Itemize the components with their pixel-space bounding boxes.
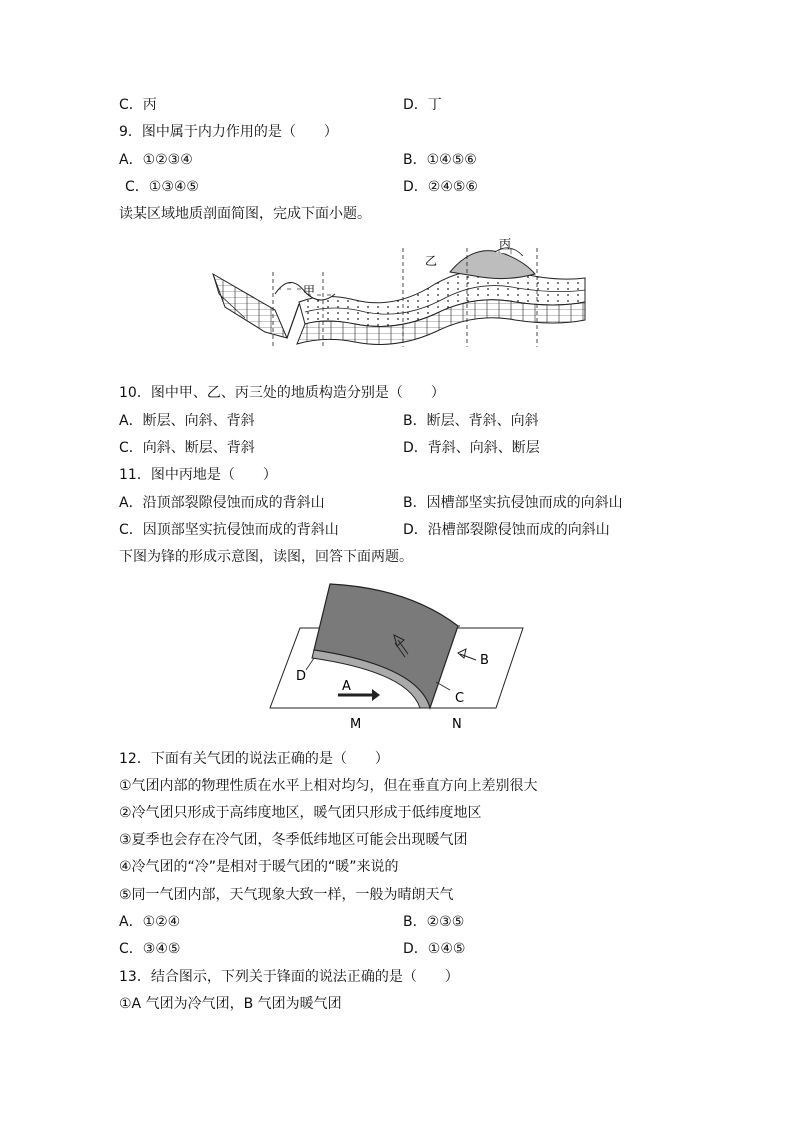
q9-option-b: B．①④⑤⑥: [403, 152, 477, 168]
q9-stem: 9．图中属于内力作用的是（ ）: [119, 124, 338, 140]
front-intro: 下图为锋的形成示意图，读图，回答下面两题。: [119, 549, 413, 565]
q12-option-d: D．①④⑤: [403, 941, 466, 957]
q12-statement-3: ③夏季也会存在冷气团，冬季低纬地区可能会出现暖气团: [119, 832, 468, 848]
label-yi: 乙: [425, 254, 438, 268]
geology-intro: 读某区域地质剖面简图，完成下面小题。: [119, 206, 371, 222]
q10-option-d: D．背斜、向斜、断层: [403, 440, 540, 456]
label-m: M: [350, 717, 362, 732]
q12-stem: 12．下面有关气团的说法正确的是（ ）: [119, 751, 389, 767]
q9-option-c: C．①③④⑤: [125, 179, 199, 195]
label-a: A: [342, 679, 351, 694]
label-d: D: [296, 669, 307, 684]
label-c: C: [455, 691, 465, 706]
q9-option-d: D．②④⑤⑥: [403, 179, 478, 195]
q11-option-b: B．因槽部坚实抗侵蚀而成的向斜山: [403, 495, 623, 511]
q12-option-c: C．③④⑤: [119, 941, 181, 957]
q13-statement-1: ①A 气团为冷气团，B 气团为暖气团: [119, 996, 342, 1012]
q11-stem: 11．图中丙地是（ ）: [119, 467, 277, 483]
q12-option-a: A．①②④: [119, 914, 181, 930]
q10-option-b: B．断层、背斜、向斜: [403, 413, 539, 429]
q11-option-c: C．因顶部坚实抗侵蚀而成的背斜山: [119, 522, 339, 538]
q12-statement-5: ⑤同一气团内部，天气现象大致一样，一般为晴朗天气: [119, 887, 454, 903]
q9-option-a: A．①②③④: [119, 152, 193, 168]
q8-option-d: D．丁: [403, 97, 442, 113]
q10-option-c: C．向斜、断层、背斜: [119, 440, 255, 456]
q11-option-d: D．沿槽部裂隙侵蚀而成的向斜山: [403, 522, 610, 538]
label-bing: 丙: [499, 237, 512, 251]
q12-statement-2: ②冷气团只形成于高纬度地区，暖气团只形成于低纬度地区: [119, 805, 482, 821]
q12-option-b: B．②③⑤: [403, 914, 465, 930]
geology-cross-section-figure: [205, 232, 595, 352]
label-n: N: [452, 717, 462, 732]
q12-statement-4: ④冷气团的“冷”是相对于暖气团的“暖”来说的: [119, 859, 399, 875]
q10-option-a: A．断层、向斜、背斜: [119, 413, 255, 429]
label-jia: 甲: [303, 284, 316, 298]
q11-option-a: A．沿顶部裂隙侵蚀而成的背斜山: [119, 495, 325, 511]
q12-statement-1: ①气团内部的物理性质在水平上相对均匀，但在垂直方向上差别很大: [119, 778, 538, 794]
label-b: B: [480, 653, 489, 668]
q13-stem: 13．结合图示，下列关于锋面的说法正确的是（ ）: [119, 969, 459, 985]
q8-option-c: C．丙: [119, 97, 157, 113]
q10-stem: 10．图中甲、乙、丙三处的地质构造分别是（ ）: [119, 385, 445, 401]
front-formation-figure: [268, 578, 528, 738]
